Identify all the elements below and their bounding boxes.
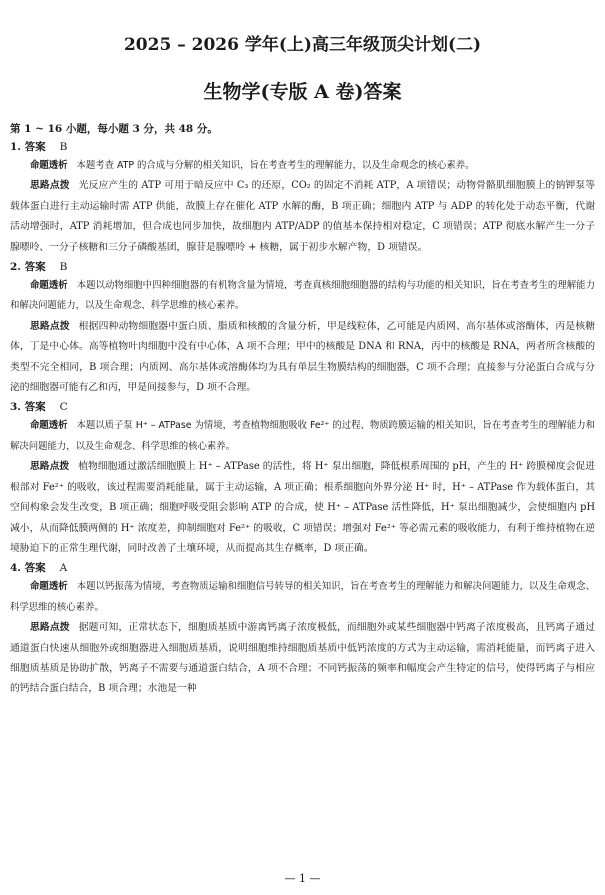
- proposition-label: 命题透析: [30, 280, 68, 292]
- answer-choice: B: [59, 261, 68, 274]
- solution-hint: [10, 618, 595, 700]
- question-block-1: [10, 139, 595, 258]
- proposition-text: 本题以动物细胞中四种细胞器的有机物含量为情境，考查真核细胞细胞器的结构与功能的相关知识，旨在考查考生的理解能力和解决问题能力，以及生命观念、科学思维的核心素养。: [10, 280, 595, 312]
- page-number: — 1 —: [284, 872, 321, 885]
- answer-number: 1. 答案: [10, 141, 46, 153]
- answer-content: [10, 138, 595, 700]
- solution-hint: [10, 176, 595, 258]
- solution-label: 思路点拨: [30, 622, 70, 634]
- solution-text: 根据四种动物细胞器中蛋白质、脂质和核酸的含量分析，甲是线粒体，乙可能是内质网、高尔基体或溶酶体，丙是核糖体，丁是中心体。高等植物叶肉细胞中没有中心体，A 项不合理；甲中的核酸是 DNA 和 RNA，丙中的核酸是 RNA，两者所含核酸的类型不完全相同，B 项合理；内质网、高尔基体或溶酶体均为具有单层生物膜结构的细胞器，C 项不合理；直接参与分泌蛋白合成与分泌的细胞器可能有乙和丙，甲是间接参与，D 项不合理。: [10, 320, 596, 394]
- question-block-2: [10, 259, 595, 398]
- solution-label: 思路点拨: [30, 320, 70, 332]
- solution-text: 据题可知，正常状态下，细胞质基质中游离钙离子浓度极低，而细胞外或某些细胞器中钙离子浓度极高，且钙离子通过通道蛋白快速从细胞外或细胞器进入细胞质基质，说明细胞维持细胞质基质中低钙浓度的方式为主动运输，需消耗能量，而钙离子进入细胞质基质是协助扩散，钙离子不需要与通道蛋白结合，A 项不合理；不同钙振荡的频率和幅度会产生特定的信号，使得钙离子与相应的钙结合蛋白结合，B 项合理；水池是一种: [10, 622, 596, 695]
- answer-choice: B: [59, 141, 68, 153]
- question-block-3: [10, 399, 595, 559]
- answer-number: 4. 答案: [10, 562, 46, 575]
- answer-number: 2. 答案: [10, 261, 46, 274]
- solution-label: 思路点拨: [30, 180, 70, 192]
- proposition-analysis: [10, 577, 595, 618]
- subject-title: 生物学(专版 A 卷)答案: [203, 81, 402, 103]
- proposition-label: 命题透析: [30, 160, 68, 171]
- solution-text: 植物细胞通过激活细胞膜上 H⁺ – ATPase 的活性，将 H⁺ 泵出细胞，降低根系周围的 pH，产生的 H⁺ 跨膜梯度会促进根部对 Fe²⁺ 的吸收，该过程需要消耗能量，属于主动运输，A 项正确；根系细胞向外界分泌 H⁺ 时，H⁺ – ATPase 作为载体蛋白，其空间构象会发生改变，B 项正确；细胞呼吸受阻会影响 ATP 的合成，使 H⁺ – ATPase 活性降低，H⁺ 泵出细胞减少，会使细胞内 pH 减小，从而降低膜两侧的 H⁺ 浓度差，抑制细胞对 Fe²⁺ 的吸收，C 项错误；增强对 Fe²⁺ 等必需元素的吸收能力，有利于维持植物在逆境胁迫下的正常生理代谢，同时改善了土壤环境，从而提高其生存概率，D 项正确。: [10, 461, 595, 554]
- solution-text: 光反应产生的 ATP 可用于暗反应中 C₃ 的还原，CO₂ 的固定不消耗 ATP，A 项错误；动物骨骼肌细胞膜上的钠钾泵等载体蛋白进行主动运输时需 ATP 供能，故膜上存在催化 ATP 水解的酶，B 项正确；细胞内 ATP 与 ADP 的转化处于动态平衡，代谢活动增强时，ATP 消耗增加，但合成也同步加快，故细胞内 ATP/ADP 的值基本保持相对稳定，C 项错误；ATP 彻底水解产生一分子腺嘌呤、一分子核糖和三分子磷酸基团，腺苷是腺嘌呤 + 核糖，属于初步水解产物，D 项错误。: [10, 180, 596, 253]
- answer-choice: C: [59, 401, 68, 414]
- solution-hint: [10, 317, 595, 399]
- proposition-label: 命题透析: [30, 581, 68, 593]
- answer-choice: A: [59, 562, 68, 575]
- proposition-text: 本题以质子泵 H⁺ – ATPase 为情境，考查植物细胞吸收 Fe²⁺ 的过程、物质跨膜运输的相关知识，旨在考查考生的理解能力和解决问题能力，以及生命观念、科学思维的核心素养。: [10, 420, 595, 452]
- answer-number: 3. 答案: [10, 401, 46, 414]
- section-intro: 第 1 ~ 16 小题，每小题 3 分，共 48 分。: [10, 123, 218, 135]
- proposition-text: 本题以钙振荡为情境，考查物质运输和细胞信号转导的相关知识，旨在考查考生的理解能力和解决问题能力，以及生命观念、科学思维的核心素养。: [10, 581, 595, 613]
- answer-header: [10, 560, 595, 577]
- proposition-analysis: [10, 276, 595, 317]
- solution-hint: [10, 457, 595, 559]
- exam-title: 2025 – 2026 学年(上)高三年级顶尖计划(二): [123, 35, 482, 55]
- proposition-analysis: [10, 416, 595, 457]
- answer-header: [10, 259, 595, 276]
- answer-header: [10, 139, 595, 156]
- proposition-text: 本题考查 ATP 的合成与分解的相关知识，旨在考查考生的理解能力，以及生命观念的核心素养。: [76, 160, 475, 171]
- solution-label: 思路点拨: [30, 461, 70, 473]
- answer-header: [10, 399, 595, 416]
- proposition-analysis: [10, 156, 595, 176]
- question-block-4: [10, 560, 595, 699]
- proposition-label: 命题透析: [30, 420, 68, 432]
